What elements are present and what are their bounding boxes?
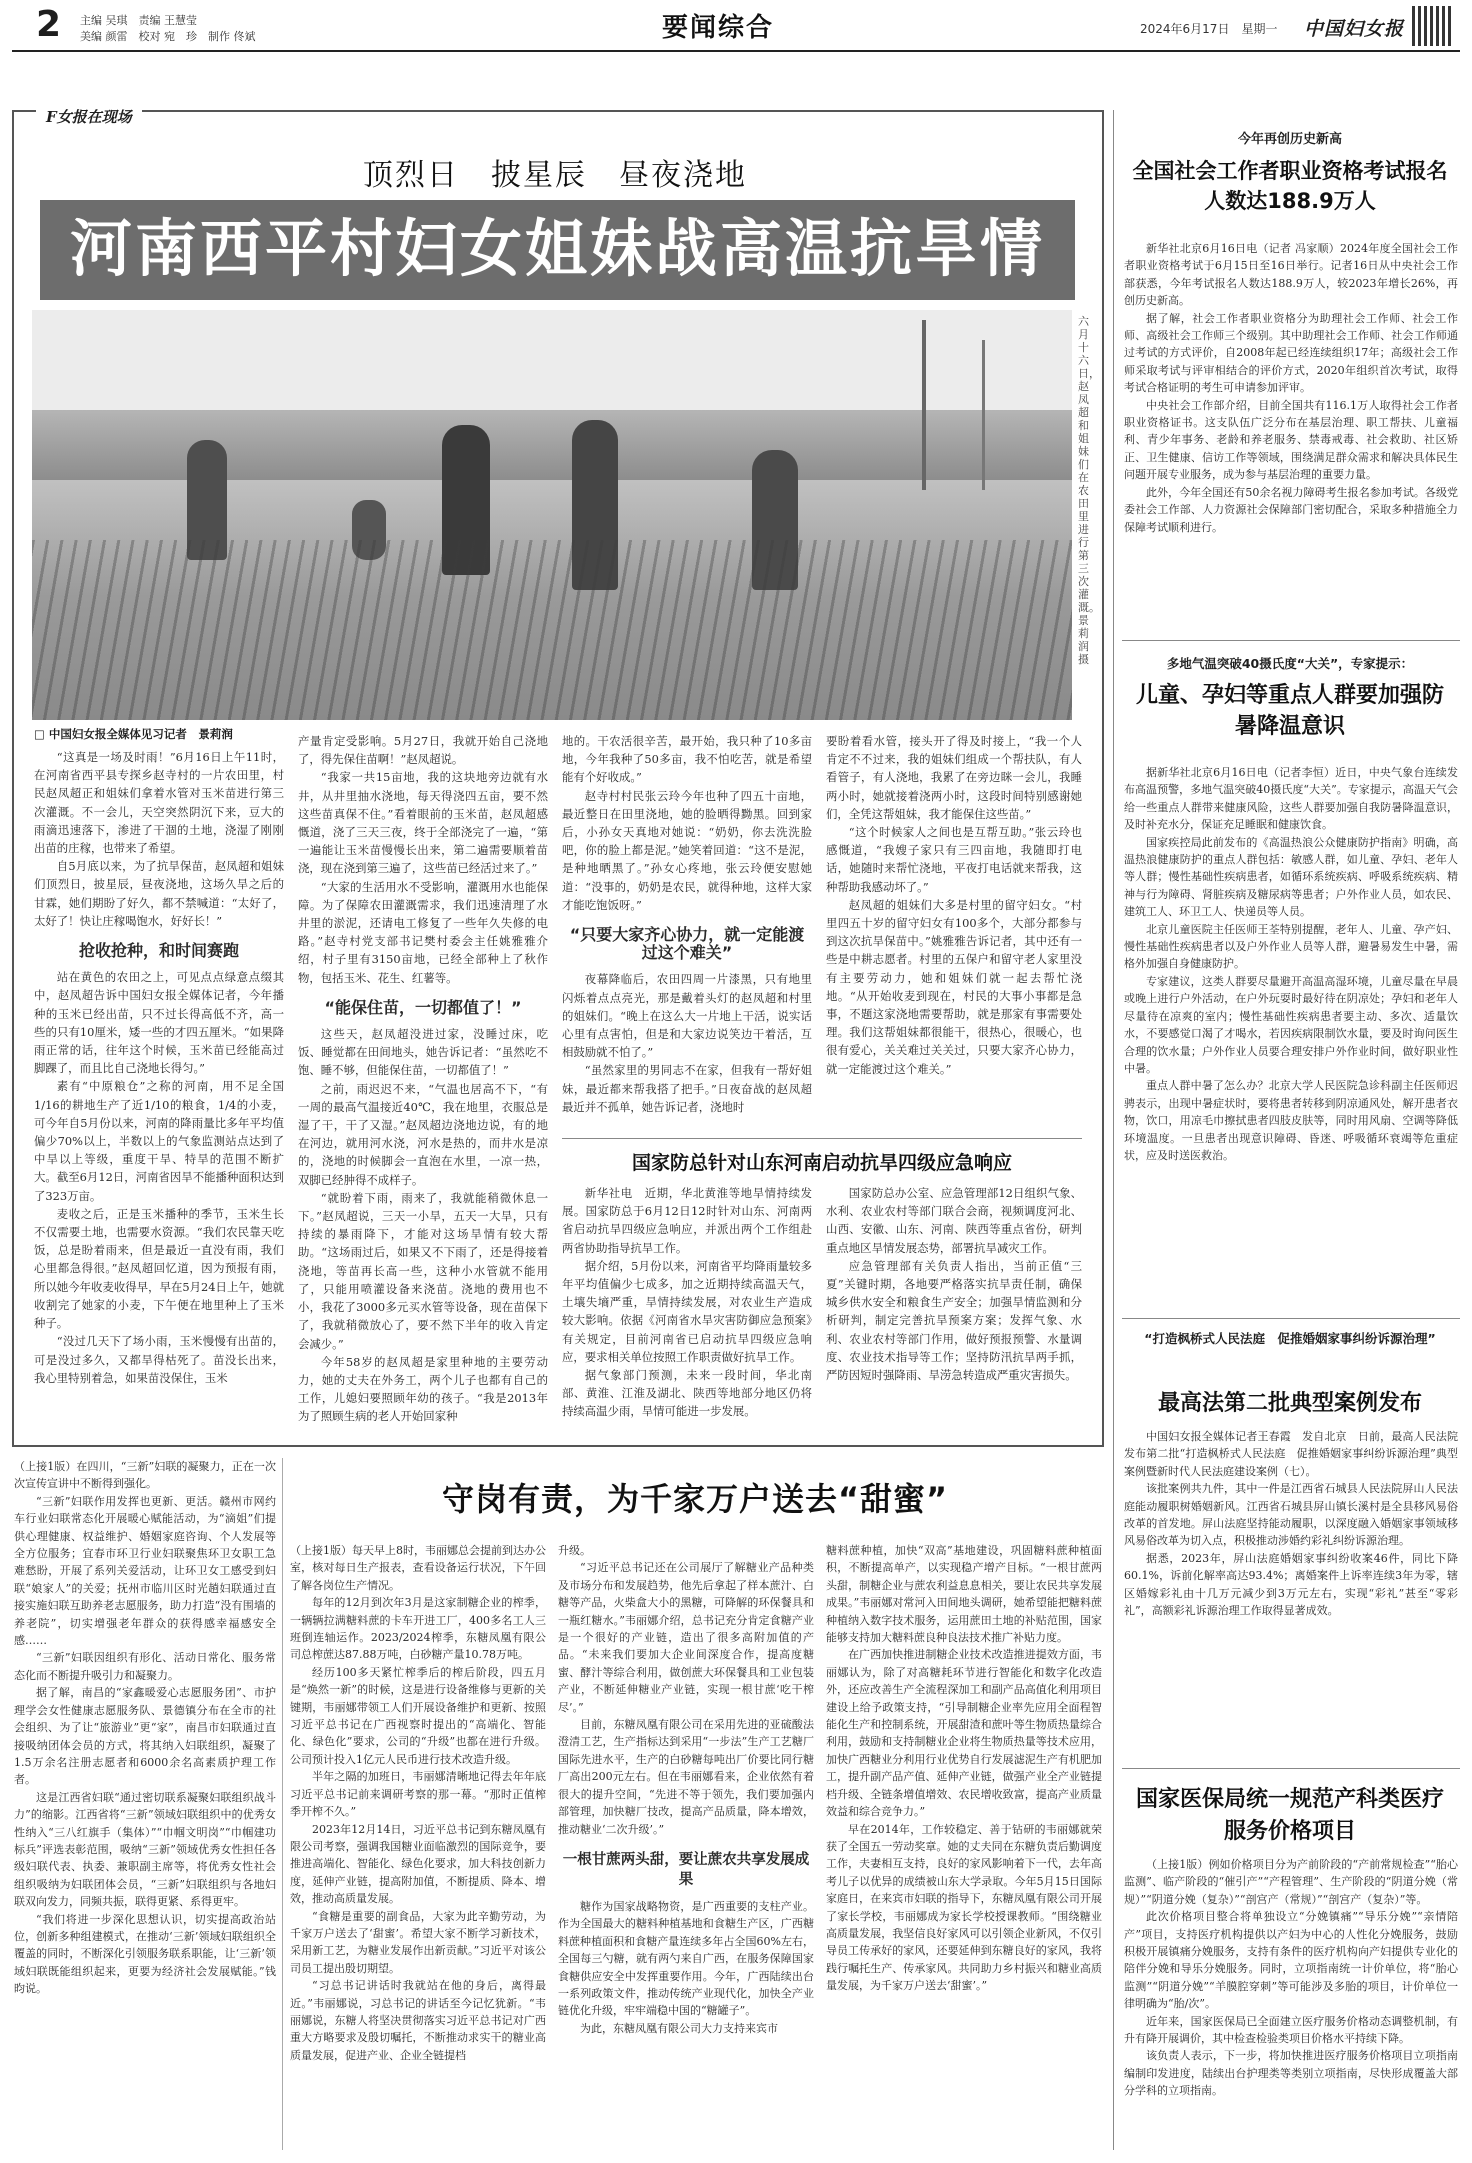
- paragraph: （上接1版）每天早上8时，韦丽娜总会提前到达办公室，核对每日生产报表，查看设备运行状况，下午回了解各岗位生产情况。: [290, 1544, 546, 1592]
- editors-line-2: 美编 颜雷 校对 宛 珍 制作 佟斌: [80, 30, 256, 43]
- paragraph: 新华社电 近期，华北黄淮等地旱情持续发展。国家防总于6月12日12时针对山东、河南两省启动抗旱四级应急响应，并派出两个工作组赴两省协助指导抗旱工作。: [562, 1186, 812, 1255]
- paragraph: 地的。干农活很辛苦，最开始，我只种了10多亩地，今年我种了50多亩，我不怕吃苦，就是希望能有个好收成。”: [562, 734, 812, 785]
- feature-headline: 河南西平村妇女姐妹战高温抗旱情: [69, 212, 1045, 285]
- paragraph: 专家建议，这类人群要尽量避开高温高湿环境，儿童尽量在早晨或晚上进行户外活动，在户外玩耍时最好待在阴凉处；孕妇和老年人尽量待在凉爽的室内；慢性基础性疾病患者要主动、多次、适量饮水，不要感觉口渴了才喝水，若因疾病限制饮水量，要及时询问医生合理的饮水量；户外作业人员要合理安排户外作业时间，做好职业性中暑。: [1124, 974, 1458, 1075]
- photo-caption: 六月十六日，赵凤超和姐妹们在农田里进行第三次灌溉。景莉润摄: [1078, 315, 1100, 666]
- paragraph: “三新”妇联因组织有形化、活动日常化、服务常态化而不断提升吸引力和凝聚力。: [14, 1651, 276, 1682]
- paragraph: 要盼着看水管，接头开了得及时接上，“我一个人肯定不不过来，我的姐妹们组成一个帮扶队，有人看管子，有人浇地，我累了在旁边眯一会儿，我睡两小时，她就接着浇两小时，这段时间特别感谢她们，全凭这帮姐妹，我才能保住这些苗。”: [826, 734, 1082, 821]
- paragraph: “这真是一场及时雨！”6月16日上午11时，在河南省西平县专探乡赵寺村的一片农田里，村民赵凤超正和姐妹们拿着水管对玉米苗进行第三次灌溉。不一会儿，天空突然阴沉下来，豆大的雨滴迅速落下，渗进了干涸的土地，浇湿了刚刚出苗的庄稼，也带来了希望。: [34, 750, 284, 856]
- paragraph: 经历100多天紧忙榨季后的榨后阶段，四五月是“焕然一新”的时候，这是进行设备维修与更新的关键期，韦丽娜带领工人们开展设备维护和更新、按照习近平总书记在广西视察时提出的“高端化、智能化、绿色化”要求，公司的“升级”也都在进行升级。公司预计投入1亿元人民币进行技术改造升级。: [290, 1665, 546, 1766]
- paragraph: 这是江西省妇联“通过密切联系凝聚妇联组织战斗力”的缩影。江西省将“三新”领域妇联组织中的优秀女性纳入“三八红旗手（集体）”“巾帼文明岗”“巾帼建功标兵”评选表彰范围，吸纳“三新”领域优秀女性担任各级妇联代表、执委、兼职副主席等，将优秀女性社会组织吸纳为妇联团体会员，“三新”妇联组织与各地妇联双向发力，同频共振，联得更紧、系得更牢。: [14, 1790, 276, 1909]
- paragraph: 自5月底以来，为了抗旱保苗，赵凤超和姐妹们顶烈日，披星辰，昼夜浇地，这场久旱之后的甘霖，她们期盼了好久，都不禁喊道：“太好了，太好了！快让庄稼喝饱水，好好长！”: [34, 859, 284, 928]
- paragraph: 据了解，南昌的“家鑫暖爱心志愿服务团”、市护理学会女性健康志愿服务队、景德镇分布在全市的社会组织、为了让“旅游业”更“家”，南昌市妇联通过直接吸纳团体会员的方式，将其纳入妇联组织，凝聚了1.5万余名注册志愿者和6000余名高素质护理工作者。: [14, 1686, 276, 1787]
- feature-column-4: [826, 732, 1082, 1132]
- medical-title: 国家医保局统一规范产科类医疗服务价格项目: [1135, 1787, 1444, 1844]
- paragraph: “大家的生活用水不受影响，灌溉用水也能保障。为了保障农田灌溉需求，我们迅速清理了水井里的淤泥，还请电工修复了一些年久失修的电路。”赵寺村党支部书记樊村委会主任姚雅雅介绍，村子里有3150亩地，已经全部种上了秋作物，包括玉米、花生、红薯等。: [298, 879, 548, 985]
- social-work-kicker: 今年再创历史新高: [1237, 132, 1342, 147]
- article-divider: [562, 1138, 1082, 1139]
- paragraph: “就盼着下雨，雨来了，我就能稍微休息一下。”赵凤超说，三天一小旱，五天一大旱，只有持续的暴雨降下，才能对这场旱情有较大帮助。“这场雨过后，如果又不下雨了，还是得接着浇地，等苗再长高一些，这种小水管就不能用了，只能用喷灌设备来浇苗。浇地的费用也不小，我花了3000多元买水管等设备，现在苗保下了，我就稍微放心了，要不然下半年的收入肯定会减少。”: [298, 1190, 548, 1351]
- paragraph: 据悉，2023年，屏山法庭婚姻家事纠纷收案46件，同比下降60.1%，诉前化解率高达93.4%；离婚案件上诉率连续3年为零，辖区婚嫁彩礼由十几万元减少到3万元左右，实现“彩礼”甚至“零彩礼”，高额彩礼诉源治理工作取得显著成效。: [1124, 1551, 1458, 1618]
- paragraph: 近年来，国家医保局已全面建立医疗服务价格动态调整机制，有升有降开展调价，其中检查检验类项目价格水平持续下降。: [1124, 2014, 1458, 2046]
- issue-date: 2024年6月17日 星期一: [1140, 22, 1278, 36]
- column-logo-text: F女报在现场: [46, 108, 132, 126]
- paragraph: “这个时候家人之间也是互帮互助。”张云玲也感慨道，“我嫂子家只有三四亩地，我随即打电话，她随时来帮忙浇地，平夜打电话就来帮我，这种帮助我感动坏了。”: [826, 825, 1082, 894]
- feature-column-2: [298, 732, 548, 1438]
- paragraph: 据了解，社会工作者职业资格分为助理社会工作师、社会工作师、高级社会工作师三个级别。其中助理社会工作师、社会工作师通过考试的方式评价，自2008年起已经连续组织17年；高级社会工作师采取考试与评审相结合的评价方式，2020年组织首次考试，取得考试合格证明的考生可申请参加评审。: [1124, 311, 1458, 395]
- paragraph: 据气象部门预测，未来一段时间，华北南部、黄淮、江淮及湖北、陕西等地部分地区仍将持续高温少雨，旱情可能进一步发展。: [562, 1368, 812, 1419]
- section-heading: “只要大家齐心协力，就一定能渡过这个难关”: [569, 925, 805, 963]
- paragraph: 目前，东糖凤凰有限公司在采用先进的亚硫酸法澄清工艺，生产指标达到采用“一步法”生产工艺糖厂国际先进水平，生产的白砂糖每吨出厂价要比同行糖厂高出200元左右。但在韦丽娜看来，企业依然有着很大的提升空间，“先进不等于领先，我们要加强内部管理，加快糖厂技改，提高产品质量，降本增效，推动糖业‘二次升级’。”: [558, 1718, 814, 1836]
- paragraph: 重点人群中暑了怎么办？北京大学人民医院急诊科副主任医师迟骋表示，出现中暑症状时，要将患者转移到阴凉通风处，解开患者衣物，饮口，用凉毛巾擦拭患者四肢皮肤等，同时用风扇、空调等降低环境温度。一旦患者出现意识障碍、昏迷、呼吸循环衰竭等危重症状，应及时送医救治。: [1124, 1079, 1458, 1162]
- social-work-title: 全国社会工作者职业资格考试报名人数达188.9万人: [1132, 159, 1448, 213]
- paragraph: 每年的12月到次年3月是这家制糖企业的榨季，一辆辆拉满糖料蔗的卡车开进工厂，400多名工人三班倒连轴运作。2023/2024榨季，东糖凤凰有限公司总榨蔗达87.88万吨，白砂糖产量10.78万吨。: [290, 1596, 546, 1662]
- right-column-rule: [1113, 110, 1114, 2150]
- section-heading: 抢收抢种，和时间赛跑: [78, 941, 239, 961]
- editors-line-1: 主编 吴琪 责编 王慧莹: [80, 14, 197, 27]
- flood-article-col-1: [562, 1184, 812, 1440]
- paragraph: 国家防总办公室、应急管理部12日组织气象、水利、农业农村等部门联合会商，视频调度河北、山西、安徽、山东、河南、陕西等重点省份，研判重点地区旱情发展态势，部署抗旱减灾工作。: [826, 1186, 1082, 1255]
- column-logo: [36, 104, 142, 129]
- paragraph: “食糖是重要的副食品，大家为此辛勤劳动，为千家万户送去了‘甜蜜’。希望大家不断学习新技术，采用新工艺，为糖业发展作出新贡献。”习近平对该公司员工提出殷切期望。: [290, 1909, 546, 1975]
- paragraph: 麦收之后，正是玉米播种的季节，玉米生长不仅需要土地，也需要水资源。“我们农民靠天吃饭，总是盼着雨来，但是最近一直没有雨，我们心里都急得很。”赵凤超回忆道，因为预报有雨，所以她今年收麦收得早，早在5月24日上午，她就收割完了她家的小麦，下午便在地里种上了玉米种子。: [34, 1206, 284, 1331]
- page-number: 2: [36, 4, 62, 45]
- paragraph: （上接1版）例如价格项目分为产前阶段的“产前常规检查”“胎心监测”、临产阶段的“催引产”“产程管理”、生产阶段的“阴道分娩（常规）”“阴道分娩（复杂）”“剖宫产（常规）”“剖宫产（复杂）”等。: [1124, 1858, 1458, 1906]
- sugar-column-2: [558, 1542, 814, 2154]
- photo-crop-rows: [32, 540, 1072, 720]
- social-work-body: [1124, 240, 1458, 610]
- court-title: 最高法第二批典型案例发布: [1157, 1391, 1422, 1416]
- paragraph: 新华社北京6月16日电（记者 冯家顺）2024年度全国社会工作者职业资格考试于6月15日至16日举行。记者16日从中央社会工作部获悉，今年考试报名人数达188.9万人，较2023年增长26%，再创历史新高。: [1124, 242, 1458, 308]
- paragraph: “虽然家里的男同志不在家，但我有一帮好姐妹，最近都来帮我搭了把手。”日夜奋战的赵凤超最近并不孤单，她告诉记者，浇地时: [562, 1063, 812, 1114]
- court-kicker: “打造枫桥式人民法庭 促推婚姻家事纠纷诉源治理”: [1144, 1331, 1436, 1346]
- paragraph: 素有“中原粮仓”之称的河南，用不足全国1/16的耕地生产了近1/10的粮食，1/4的小麦，可今年自5月份以来，河南的降雨量比多年平均值偏少70%以上，半数以上的气象监测站点达到了中旱以上等级，重度干旱、特旱的范围不断扩大。截至6月12日，河南省因旱不能播种面积达到了323万亩。: [34, 1079, 284, 1203]
- paragraph: 此外，今年全国还有50余名视力障碍考生报名参加考试。各级党委社会工作部、人力资源社会保障部门密切配合，采取多种措施全力保障考试顺利进行。: [1124, 485, 1458, 534]
- section-title: 要闻综合: [662, 13, 775, 43]
- sugar-title: 守岗有责，为千家万户送去“甜蜜”: [441, 1480, 949, 1518]
- paragraph: 据新华社北京6月16日电（记者李恒）近日，中央气象台连续发布高温预警，多地气温突破40摄氏度“大关”。专家提示，高温天气会给一些重点人群带来健康风险，这些人群要加强自我防暑降温意识，及时补充水分，保证充足睡眠和健康饮食。: [1124, 766, 1458, 832]
- masthead: [12, 4, 1460, 45]
- paragraph: 北京儿童医院主任医师王荃特别提醒，老年人、儿童、孕产妇、慢性基础性疾病患者以及户外作业人员等人群，避暑易发生中暑，需格外加强自身健康防护。: [1124, 922, 1458, 971]
- paragraph: 应急管理部有关负责人指出，当前正值“三夏”关键时期，各地要严格落实抗旱责任制，确保城乡供水安全和粮食生产安全；加强旱情监测和分析研判，制定完善抗旱预案方案；发挥气象、水利、农业农村等部门作用，做好预报预警、水量调度、农业技术指导等工作；坚持防汛抗旱两手抓，严防因短时强降雨、旱涝急转造成严重灾害损失。: [826, 1258, 1082, 1383]
- paragraph: “我家一共15亩地，我的这块地旁边就有水井，从井里抽水浇地，每天得浇四五亩，要不然这些苗真保不住。”看着眼前的玉米苗，赵凤超感慨道，浇了三天三夜，终于全部浇完了一遍，“第一遍能让玉米苗慢慢长出来，第二遍需要顺着苗浇，现在浇到第三遍了，这些苗已经活过来了。”: [298, 770, 548, 876]
- feature-byline: □ 中国妇女报全媒体见习记者 景莉润: [34, 727, 233, 741]
- masthead-rule: [12, 50, 1460, 52]
- section-heading: 一根甘蔗两头甜，要让蔗农共享发展成果: [562, 1851, 810, 1888]
- feature-subhead: 顶烈日 披星辰 昼夜浇地: [363, 158, 747, 193]
- paragraph: “三新”妇联作用发挥也更新、更活。赣州市网约车行业妇联常态化开展暖心赋能活动，为“滴姐”们提供心理健康、权益维护、婚姻家庭咨询、个人发展等全方位服务；宜春市环卫行业妇联聚焦环卫女职工急难愁盼，开展了系列关爱活动，让环卫女工感受到妇联“娘家人”的关爱；抚州市临川区时光趟妇联通过直接实施妇联互助养老志愿服务，助力打造“没有围墙的养老院”，切实增强老年群众的获得感幸福感安全感……: [14, 1494, 276, 1648]
- paragraph: 2023年12月14日，习近平总书记到东糖凤凰有限公司考察，强调我国糖业面临激烈的国际竞争，要推进高端化、智能化、绿色化要求，加大科技创新力度，延伸产业链，提高附加值，不断提质、降本、增效，推动高质量发展。: [290, 1822, 546, 1906]
- article-divider: [1122, 1768, 1460, 1769]
- paragraph: “习近平总书记还在公司展厅了解糖业产品种类及市场分布和发展趋势，他先后拿起了样本蔗汁、白糖等产品，火柴盒大小的黑糖，可降解的环保餐具和一瓶红糖水。”韦丽娜介绍，总书记充分肯定食糖产业是一个很好的产业链，造出了很多高附加值的产品。“未来我们要加大企业间深度合作，提高度糖蜜、酵汁等综合利用，做创蔗大环保餐具和工业包装产业，不断延伸糖业产业链，实现一根甘蔗‘吃干榨尽’。”: [558, 1561, 814, 1714]
- paragraph: 在广西加快推进制糖企业技术改造推进提效方面，韦丽娜认为，除了对高糖耗环节进行智能化和数字化改造外，还应改善生产全流程深加工和副产品高值化利用项目建设上给予政策支持，“引导制糖企业率先应用全面程智能化生产和控制系统，开展甜渣和蔗叶等生物质热量综合利用，鼓励和支持制糖业企业将生物质热量等技术应用，加快广西糖业分利用行业优势自行发展滤泥生产有机肥加工，提升副产品产值、延伸产业链，做强产业全产业链提档升级、全链条增值增效、农民增收致富，提高产业质量效益和综合竞争力。”: [826, 1648, 1102, 1819]
- section-heading: “能保住苗，一切都值了！”: [324, 997, 522, 1017]
- paragraph: 早在2014年，工作较稳定、善于钻研的韦丽娜就荣获了全国五一劳动奖章。她的丈夫同在东糖负责后勤调度工作，夫妻相互支持，良好的家风影响着下一代，去年高考儿子以优异的成绩被山东大学录取。今年5月15日国际家庭日，在来宾市妇联的指导下，东糖凤凰有限公司开展了家长学校，韦丽娜成为家长学校授课教师。“围绕糖业高质量发展，我坚信良好家风可以引领企业新风，不仅引导员工传承好的家风，还要延伸到东糖良好的家风，我将践行嘱托生产、传承家风。共同助力乡村振兴和糖业高质量发展，为千家万户送去‘甜蜜’。”: [826, 1822, 1102, 1993]
- heat-kicker: 多地气温突破40摄氏度“大关”，专家提示：: [1166, 656, 1414, 671]
- continued-left-column: [14, 1458, 276, 2153]
- paragraph: 糖作为国家战略物资，是广西重要的支柱产业。作为全国最大的糖料种植基地和食糖生产区，广西糖料蔗种植面积和食糖产量连续多年占全国60%左右，全国每三勺糖，就有两勺来自广西，在服务保障国家食糖供应安全中发挥重要作用。今年，广西陆续出台一系列政策文件，推动传统产业现代化，加快全产业链优化升级，牢牢端稳中国的“糖罐子”。: [558, 1899, 814, 2018]
- article-divider: [1122, 1318, 1460, 1319]
- feature-column-1: [34, 748, 284, 1438]
- photo-pole: [922, 320, 926, 490]
- paragraph: 这些天，赵凤超没进过家，没睡过床，吃饭、睡觉都在田间地头，她告诉记者：“虽然吃不饱、睡不够，但能保住苗，一切都值了！”: [298, 1027, 548, 1078]
- paragraph: （上接1版）在四川，“三新”妇联的凝聚力，正在一次次宣传宣讲中不断得到强化。: [14, 1460, 276, 1491]
- heat-body: [1124, 764, 1458, 1304]
- medical-body: [1124, 1856, 1458, 2152]
- column-rule: [282, 1458, 283, 2150]
- paragraph: 站在黄色的农田之上，可见点点绿意点缀其中，赵凤超告诉中国妇女报全媒体记者，今年播种的玉米已经出苗，只不过长得高低不齐，高一些的只有10厘米，矮一些的才四五厘米。“如果降雨正常的话，往年这个时候，玉米苗已经能高过脚踝了，而且比自己浇地长得匀。”: [34, 970, 284, 1076]
- sugar-column-3: [826, 1542, 1102, 2154]
- paragraph: 今年58岁的赵凤超是家里种地的主要劳动力，她的丈夫在外务工，两个儿子也都有自己的工作，儿媳妇要照顾年幼的孩子。“我是2013年为了照顾生病的老人开始回家种: [298, 1354, 548, 1424]
- feature-photo: [32, 310, 1072, 720]
- paper-name: 中国妇女报: [1304, 18, 1405, 40]
- paragraph: 夜幕降临后，农田四周一片漆黑，只有地里闪烁着点点亮光，那是戴着头灯的赵凤超和村里的姐妹们。“晚上在这么大一片地上干活，说实话心里有点害怕，但是和大家边说笑边干着活，互相鼓励就不怕了。”: [562, 972, 812, 1060]
- flood-article-col-2: [826, 1184, 1082, 1440]
- photo-pole: [982, 340, 985, 490]
- paragraph: 为此，东糖凤凰有限公司大力支持来宾市: [580, 2021, 778, 2035]
- paragraph: 之前，雨迟迟不来，“气温也居高不下，“有一周的最高气温接近40℃，我在地里，衣服总是湿了干，干了又湿。”赵凤超边浇地边说，有的地在河边，就用河水浇，河水是热的，而井水是凉的，浇地的时候脚会一直泡在水里，一凉一热，双脚已经肿得不成样子。: [298, 1081, 548, 1187]
- qr-code-icon: [1412, 6, 1452, 46]
- paragraph: 赵寺村村民张云玲今年也种了四五十亩地，最近整日在田里浇地，她的脸晒得黝黑。回到家后，小孙女天真地对她说：“奶奶，你去洗洗脸吧，你的脸上都是泥。”她笑着回道：“这不是泥，是种地晒黑了。”孙女心疼地，张云玲便安慰她道：“没事的，奶奶是农民，就得种地，这样大家才能吃饱饭呀。”: [562, 788, 812, 912]
- paragraph: 糖料蔗种植，加快“双高”基地建设，巩固糖料蔗种植面积，不断提高单产，以实现稳产增产目标。“一根甘蔗两头甜，制糖企业与蔗农利益息息相关，要让农民共享发展成果。”韦丽娜对常河入田间地头调研，她希望能把糖料蔗种植纳入数字技术服务，运用蔗田土地的补贴范围，国家能够支持加大糖料蔗良种良法技术推广补贴力度。: [826, 1544, 1102, 1645]
- paragraph: “习总书记讲话时我就站在他的身后，离得最近。”韦丽娜说，习总书记的讲话至今记忆犹新。“韦丽娜说，东糖人将坚决贯彻落实习近平总书记对广西重大方略要求及殷切嘱托，不断推动求实干的糖业高质量发展，促进产业、企业全链提档: [290, 1979, 546, 2062]
- paragraph: 半年之隔的加班日，韦丽娜清晰地记得去年年底习近平总书记前来调研考察的那一幕。“那时正值榨季开榨不久。”: [290, 1770, 546, 1819]
- sugar-column-1: [290, 1542, 546, 2154]
- paragraph: 赵凤超的姐妹们大多是村里的留守妇女。“村里四五十岁的留守妇女有100多个，大部分都参与到这次抗旱保苗中。”姚雅雅告诉记者，其中还有一些是中耕志愿者。村里的五保户和留守老人家里没有主要劳动力，她和姐妹们就一起去帮忙浇地。“从开始收麦到现在，村民的大事小事都是急事，不题这家浇地需要帮助，就是那家有事需要处理。我们这帮姐妹都很能干，很热心，很暖心，也很有爱心，关关难过关关过，只要大家齐心协力，就一定能渡过这个难关。”: [826, 897, 1082, 1076]
- paragraph: 升级。: [558, 1544, 591, 1557]
- paragraph: 产量肯定受影响。5月27日，我就开始自己浇地了，得先保住苗啊！”赵凤超说。: [298, 734, 548, 767]
- paragraph: 此次价格项目整合将单独设立“分娩镇痛”“导乐分娩”“亲情陪产”项目，支持医疗机构提供以产妇为中心的人性化分娩服务，鼓励积极开展镇痛分娩服务，支持有条件的医疗机构向产妇提供专业化的陪伴分娩和导乐分娩服务。同时，立项指南统一计价单位，将“胎心监测”“阴道分娩”“羊膜腔穿刺”等可能涉及多胎的项目，计价单位一律明确为“胎/次”。: [1124, 1910, 1458, 2011]
- paragraph: 国家疾控局此前发布的《高温热浪公众健康防护指南》明确，高温热浪健康防护的重点人群包括：敏感人群，如儿童、孕妇、老年人等人群；慢性基础性疾病患者，如循环系统疾病、呼吸系统疾病、精神与行为障碍、肾脏疾病及糖尿病等患者；户外作业人员，如农民、建筑工人、环卫工人、快递员等人员。: [1124, 835, 1458, 919]
- article-divider: [1122, 640, 1460, 641]
- paragraph: “没过几天下了场小雨，玉米慢慢有出苗的，可是没过多久，又都旱得枯死了。苗没长出来，我心里特别着急，如果苗没保住，玉米: [34, 1334, 284, 1385]
- paragraph: 该批案例共九件，其中一件是江西省石城县人民法院屏山人民法庭能动履职树婚姻新风。江西省石城县屏山镇长溪村是全县移风易俗改革的首发地。屏山法庭坚持能动履职，以深度融入婚姻家事领域移风易俗改革为切入点，积极推动涉婚约彩礼纠纷诉源治理。: [1124, 1482, 1458, 1548]
- feature-column-3: [562, 732, 812, 1132]
- heat-title: 儿童、孕妇等重点人群要加强防暑降温意识: [1135, 683, 1444, 739]
- paragraph: 据介绍，5月份以来，河南省平均降雨量较多年平均值偏少七成多，加之近期持续高温天气，土壤失墒严重，旱情持续发展，对农业生产造成较大影响。依据《河南省水旱灾害防御应急预案》有关规定，目前河南省已启动抗旱四级应急响应，要求相关单位按照工作职责做好抗旱工作。: [562, 1258, 812, 1364]
- paragraph: 中国妇女报全媒体记者王春霞 发自北京 日前，最高人民法院发布第二批“打造枫桥式人民法庭 促推婚姻家事纠纷诉源治理”典型案例暨新时代人民法庭建设案例（七）。: [1124, 1430, 1458, 1478]
- court-body: [1124, 1428, 1458, 1758]
- paragraph: 中央社会工作部介绍，目前全国共有116.1万人取得社会工作者职业资格证书。这支队伍广泛分布在基层治理、职工帮扶、儿童福利、青少年事务、老龄和养老服务、禁毒戒毒、社会救助、社区矫正、卫生健康、信访工作等领域，围绕满足群众需求和解决具体民生问题开展专业服务，成为参与基层治理的重要力量。: [1124, 398, 1458, 482]
- flood-article-title: 国家防总针对山东河南启动抗旱四级应急响应: [631, 1152, 1012, 1174]
- paragraph: “我们将进一步深化思想认识，切实提高政治站位，创新多种组建模式，在推动‘三新’领域妇联组织全覆盖的同时，不断深化引领服务联系职能，让‘三新’领域妇联既能组织起来，更要为经济社会发展赋能。”钱昀说。: [14, 1912, 276, 1996]
- paragraph: 该负责人表示，下一步，将加快推进医疗服务价格项目立项指南编制印发进度，陆续出台护理类等类别立项指南，尽快形成覆盖大部分学科的立项指南。: [1124, 2049, 1458, 2098]
